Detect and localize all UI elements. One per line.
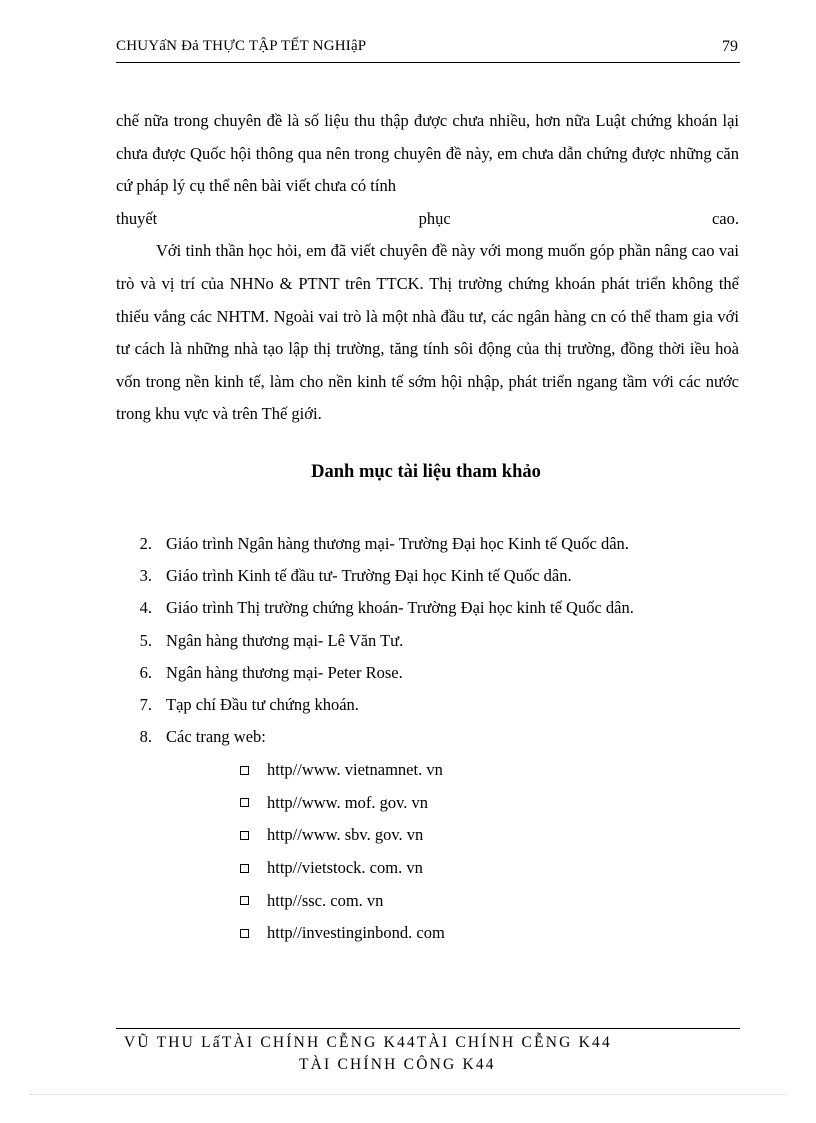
website-item	[236, 917, 445, 950]
header-title: CHUYấN Đả THỰC TẬP TẾT NGHIậP	[116, 38, 367, 54]
page-header	[116, 38, 740, 63]
website-url: http//www. vietnamnet. vn	[267, 760, 443, 780]
item-text: Các trang web:	[166, 727, 266, 747]
item-text: Giáo trình Thị trường chứng khoán- Trường Đại học kinh tế Quốc dân.	[166, 598, 634, 618]
footer-line-1: VŨ THU LấTÀI CHÍNH CỄNG K44TÀI CHÍNH CỄNG K44	[124, 1034, 612, 1051]
square-bullet-icon	[240, 831, 249, 840]
list-item	[116, 689, 740, 721]
references-title: Danh mục tài liệu tham khảo	[311, 462, 541, 482]
last-word-1: thuyết	[116, 208, 158, 228]
page-bottom-divider	[30, 1094, 786, 1095]
list-item	[116, 560, 740, 592]
item-text: Giáo trình Ngân hàng thương mại- Trường Đại học Kinh tế Quốc dân.	[166, 534, 629, 554]
square-bullet-icon	[240, 896, 249, 905]
item-text: Giáo trình Kinh tế đầu tư- Trường Đại học Kinh tế Quốc dân.	[166, 566, 572, 586]
item-text: Tạp chí Đầu tư chứng khoán.	[166, 695, 359, 715]
website-url: http//ssc. com. vn	[267, 890, 384, 910]
body-text	[116, 105, 739, 431]
website-item	[236, 852, 445, 885]
paragraph-2: Với tinh thần học hỏi, em đã viết chuyên đề này với mong muốn góp phần nâng cao vai trò và vị trí của NHNo & PTNT trên TTCK. Thị trường chứng khoán phát triển không thể thiếu vắng các NHTM. Ngoài vai trò là một nhà đầu tư, các ngân hàng cn có thể tham gia với tư cách là những nhà tạo lập thị trường, tăng tính sôi động của thị trường, đồng thời iều hoà vốn trong nền kinh tế, làm cho nền kinh tế sớm hội nhập, phát triển ngang tầm với các nước trong khu vực và trên Thế giới.	[116, 241, 739, 424]
website-url: http//www. mof. gov. vn	[267, 792, 429, 812]
website-item	[236, 819, 445, 852]
item-number: 4.	[139, 598, 152, 618]
footer-line-2: TÀI CHÍNH CÔNG K44	[299, 1056, 496, 1073]
list-item	[116, 657, 740, 689]
last-word-3: cao.	[711, 208, 739, 228]
item-text: Ngân hàng thương mại- Lê Văn Tư.	[166, 630, 404, 650]
square-bullet-icon	[240, 864, 249, 873]
last-word-2: phục	[418, 208, 451, 228]
list-item	[116, 528, 740, 560]
list-item	[116, 721, 740, 753]
reference-list	[116, 528, 740, 753]
item-number: 8.	[139, 727, 152, 747]
square-bullet-icon	[240, 766, 249, 775]
item-number: 6.	[139, 662, 152, 682]
item-number: 2.	[139, 534, 152, 554]
square-bullet-icon	[240, 929, 249, 938]
paragraph-1-main: chế nữa trong chuyên đề là số liệu thu thập được chưa nhiều, hơn nữa Luật chứng khoán lại chưa được Quốc hội thông qua nên trong chuyên đề này, em chưa dẫn chứng được những căn cứ pháp lý cụ thể nên bài viết chưa có tính	[116, 111, 739, 196]
website-url: http//investinginbond. com	[267, 923, 445, 943]
website-url: http//vietstock. com. vn	[267, 858, 423, 878]
page-footer	[116, 1028, 740, 1073]
item-number: 7.	[139, 695, 152, 715]
list-item	[116, 592, 740, 624]
item-text: Ngân hàng thương mại- Peter Rose.	[166, 662, 403, 682]
paragraph-1-last-line	[116, 203, 739, 236]
item-number: 3.	[139, 566, 152, 586]
page-number: 79	[722, 38, 738, 55]
website-list	[236, 754, 445, 950]
website-item	[236, 884, 445, 917]
paragraph-1	[116, 105, 739, 235]
website-url: http//www. sbv. gov. vn	[267, 825, 424, 845]
item-number: 5.	[139, 630, 152, 650]
website-item	[236, 787, 445, 820]
square-bullet-icon	[240, 798, 249, 807]
website-item	[236, 754, 445, 787]
list-item	[116, 625, 740, 657]
